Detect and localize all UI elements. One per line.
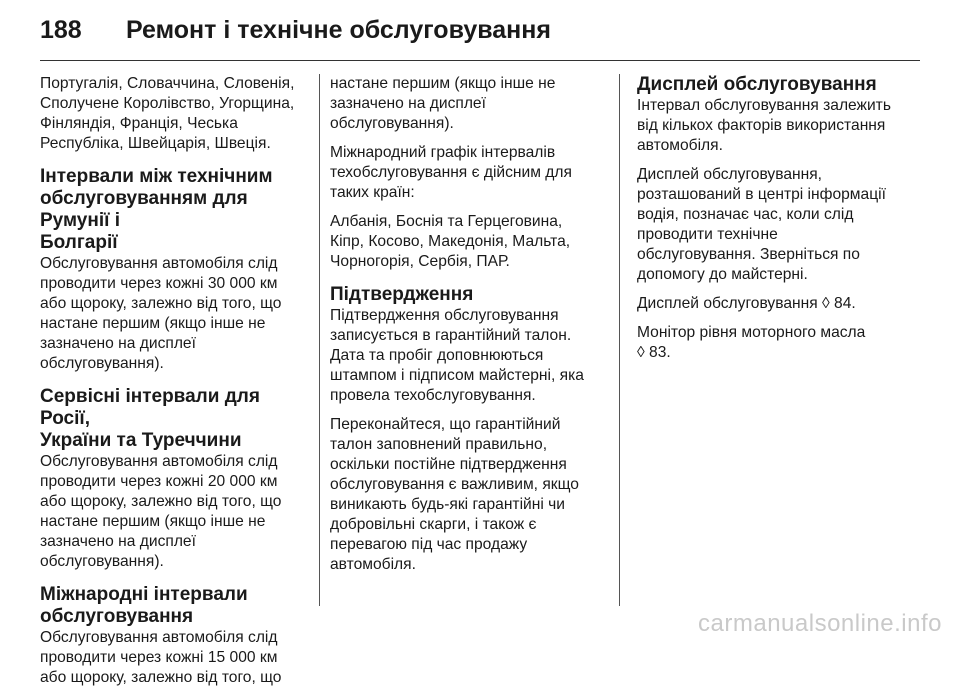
paragraph: Інтервал обслуговування залежить від кількох факторів використання автомобіля. [637,97,891,154]
paragraph: Португалія, Словаччина, Словенія, Сполучене Королівство, Угорщина, Фінляндія, Франція, Чеська Республіка, Швейцарія, Швеція. [40,75,295,152]
page-number: 188 [40,16,82,44]
header-rule [40,60,920,61]
paragraph: Обслуговування автомобіля слід проводити через кожні 20 000 км або щороку, залежно від того, що настане першим (якщо інше не зазначено на дисплеї обслуговування). [40,453,282,570]
column-1 [40,74,302,697]
section-heading: Сервісні інтервали для Росії, України та Туреччини [40,386,260,451]
paragraph: Підтвердження обслуговування записується в гарантійний талон. Дата та пробіг доповнюються штампом і підписом майстерні, яка провела техобслуговування. [330,307,584,404]
section-heading: Міжнародні інтервали обслуговування [40,584,248,627]
running-title: Ремонт і технічне обслуговування [126,16,551,44]
column-3 [637,74,899,372]
column-divider-2 [619,74,620,606]
column-divider-1 [319,74,320,606]
paragraph: Міжнародний графік інтервалів техобслуговування є дійсним для таких країн: [330,144,572,201]
section-heading: Підтвердження [330,284,474,305]
section-heading: Інтервали між технічним обслуговуванням для Румунії і Болгарії [40,166,273,253]
paragraph: Обслуговування автомобіля слід проводити через кожні 30 000 км або щороку, залежно від того, що настане першим (якщо інше не зазначено на дисплеї обслуговування). [40,255,282,372]
paragraph: настане першим (якщо інше не зазначено на дисплеї обслуговування). [330,75,556,132]
paragraph: Обслуговування автомобіля слід проводити через кожні 15 000 км або щороку, залежно від того, що [40,629,282,686]
section-heading: Дисплей обслуговування [637,74,877,95]
column-2 [330,74,592,584]
paragraph: Переконайтеся, що гарантійний талон заповнений правильно, оскільки постійне підтвердження обслуговування є важливим, якщо виникають будь-які гарантійні чи добровільні скарги, і також є перевагою під час продажу автомобіля. [330,416,579,573]
page-header [40,14,920,58]
watermark: carmanualsonline.info [698,610,942,637]
paragraph: Дисплей обслуговування, розташований в центрі інформації водія, позначає час, коли слід проводити технічне обслуговування. Зверніться по допомогу до майстерні. [637,166,886,283]
paragraph: Дисплей обслуговування ◊ 84. [637,295,856,312]
paragraph: Албанія, Боснія та Герцеговина, Кіпр, Косово, Македонія, Мальта, Чорногорія, Сербія, ПАР. [330,213,571,270]
paragraph: Монітор рівня моторного масла ◊ 83. [637,324,866,361]
